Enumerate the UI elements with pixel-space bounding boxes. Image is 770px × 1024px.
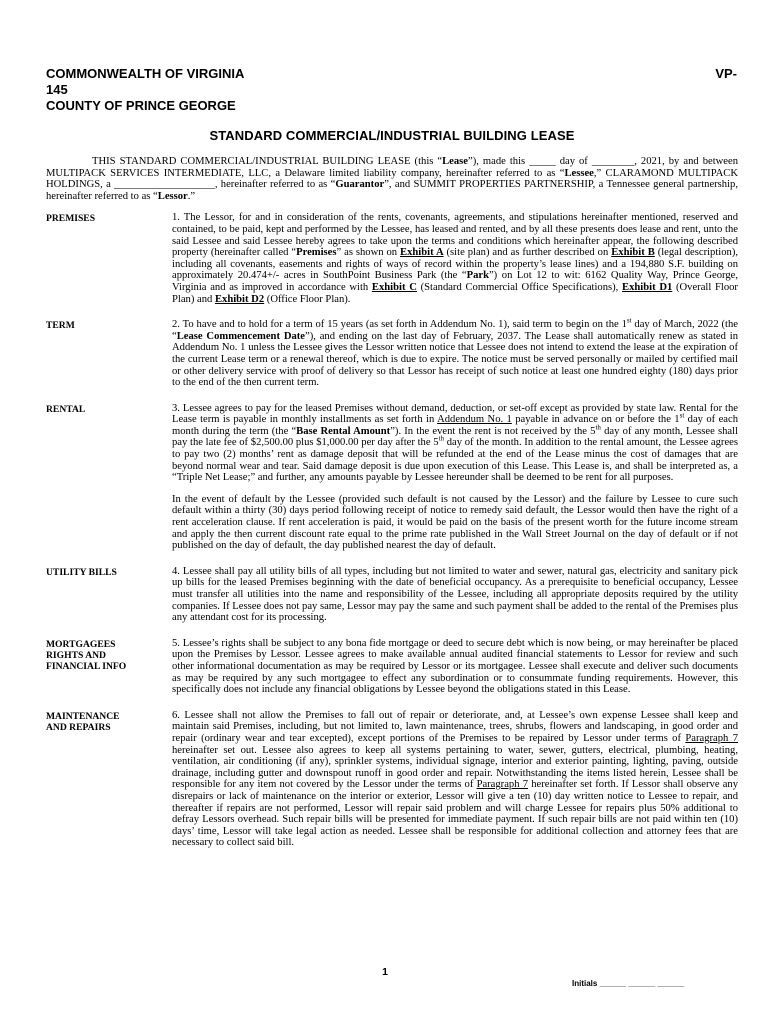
document-reference: VP- (715, 66, 737, 81)
document-header (46, 66, 738, 114)
lease-title: STANDARD COMMERCIAL/INDUSTRIAL BUILDING LEASE (209, 128, 575, 143)
section-mortgagees (46, 638, 738, 696)
initials-line: Initials ______ ______ ______ (572, 979, 685, 988)
county-heading: COUNTY OF PRINCE GEORGE (46, 98, 236, 113)
section-utility-bills (46, 566, 738, 624)
state-heading: COMMONWEALTH OF VIRGINIA (46, 66, 245, 81)
section-label: UTILITY BILLS (46, 566, 117, 578)
section-rental (46, 403, 738, 552)
exhibit-a-link: Exhibit A (400, 247, 444, 259)
section-label: MORTGAGEES RIGHTS AND FINANCIAL INFO (46, 638, 127, 673)
intro-paragraph: THIS STANDARD COMMERCIAL/INDUSTRIAL BUILDING LEASE (this “Lease”), made this _____ day of ________, 2021, by and between MULTIPACK SERVICES INTERMEDIATE, LLC, a Delaware limited liability company, hereinafter referred to as “Lessee,” CLARAMOND MULTIPACK HOLDINGS, a ___________________, hereinafter referred to as “Guarantor”, and SUMMIT PROPERTIES PARTNERSHIP, a Tennessee general partnership, hereinafter referred to as “Lessor.” (46, 156, 738, 202)
section-term (46, 316, 739, 389)
section-text: 5. Lessee’s rights shall be subject to any bona fide mortgage or deed to secure debt which is now being, or may hereinafter be placed upon the Premises by Lessor. Lessee agrees to make available annual audited financial statements to Lessor for review and such other informational documentation as may be required by Lessor or its mortgagee. Lessee shall execute and deliver such documents as may be required by any such mortgagee to effect any subordination or to consummate funding requirements. However, this specifically does not include any financial obligations by Lessee beyond the obligations stated in this Lease. (172, 637, 738, 696)
section-text: 4. Lessee shall pay all utility bills of all types, including but not limited to water and sewer, natural gas, electricity and sanitary pick up bills for the leased Premises beginning with the date of beneficial occupancy. As a prerequisite to beneficial occupancy, Lessee must transfer all utilities into the name and responsibility of the Lessee, including all appropriate deposits required by the utility companies. If Lessee does not pay same, Lessor may pay the same and such payment shall be added to the rental of the Premises plus any attendant cost for its processing. (172, 565, 739, 624)
section-text: 1. The Lessor, for and in consideration of the rents, covenants, agreements, and stipulations hereinafter mentioned, reserved and contained, to be paid, kept and performed by the Lessee, has leased and rented, and by all these presents does lease and rent, unto the said Lessee and said Lessee hereby agrees to take upon the terms and conditions which hereinafter appear, the following described property (hereinafter called “Premises” as shown on Exhibit A (site plan) and as further described on Exhibit B (legal description), including all covenants, easements and rights of ways of record within the property’s lease lines) and a 194,880 S.F. building on approximately 20.474+/- acres in SouthPoint Business Park (the “Park”) on Lot 12 to wit: 6162 Quality Way, Prince George, Virginia and as improved in accordance with Exhibit C (Standard Commercial Office Specifications), Exhibit D1 (Overall Floor Plan) and Exhibit D2 (Office Floor Plan). (172, 212, 739, 305)
section-premises (46, 212, 738, 305)
section-maintenance (46, 710, 738, 849)
document-reference-continued: 145 (46, 82, 68, 97)
section-text: 2. To have and to hold for a term of 15 years (as set forth in Addendum No. 1), said term to begin on the 1st day of March, 2022 (the “Lease Commencement Date”), and ending on the last day of February, 2037. The Lease shall automatically renew as stated in Addendum No. 1 unless the Lessee gives the Lessor written notice that Lessee does not intend to extend the lease at the expiration of the current Lease term or a renewal thereof, which is due to expire. The notice must be served personally or mailed by certified mail or other delivery service with proof of delivery so that Lessor has receipt of such notice at least one hundred eighty (180) days prior to the end of the then current term. (172, 316, 739, 389)
section-label: MAINTENANCE AND REPAIRS (46, 710, 120, 733)
rent-acceleration-paragraph: In the event of default by the Lessee (provided such default is not caused by the Lessor) and the failure by Lessee to cure such default within a thirty (30) days period following receipt of notice to remedy said default, the Lessor would then have the right of a rent acceleration clause. If rent acceleration is paid, it would be paid on the basis of the present worth for the future income stream and apply the then current discount rate equal to the prime rate published in the Wall Street Journal on the day of default or if not published on the day of default, the day published nearest the day of default. (172, 493, 738, 552)
section-text: 3. Lessee agrees to pay for the leased Premises without demand, deduction, or set-off except as provided by state law. Rental for the Lease term is payable in monthly installments as set forth in Addendum No. 1 payable in advance on or before the 1st day of each month during the term (the “Base Rental Amount”). In the event the rent is not received by the 5th day of any month, Lessee shall pay the late fee of $2,500.00 plus $1,000.00 per day after the 5th day of the month. In addition to the rental amount, the Lessee agrees to pay two (2) months’ rent as damage deposit that will be refunded at the end of the Lease minus the cost of damages that are beyond normal wear and tear. Said damage deposit is due upon execution of this Lease. This Lease is, and shall be interpreted as, a “Triple Net Lease;” and further, any amounts payable by Lessee hereunder shall be deemed to be rent for all purposes. In the event of default by the Lessee (provided such default is not caused by the Lessor) and the failure by Lessee to cure such default within a thirty (30) days period following receipt of notice to remedy said default, the Lessor would then have the right of a rent acceleration clause. If rent acceleration is paid, it would be paid on the basis of the present worth for the future income stream and apply the then current discount rate equal to the prime rate published in the Wall Street Journal on the day of default or if not published on the day of default, the day published nearest the day of default. (172, 402, 738, 552)
exhibit-b-link: Exhibit B (611, 247, 655, 259)
section-label: PREMISES (46, 213, 96, 225)
section-text: 6. Lessee shall not allow the Premises to fall out of repair or deteriorate, and, at Lessee’s own expense Lessee shall keep and maintain said Premises, including, but not limited to, lawn maintenance, trees, shrubs, flowers and landscaping, in good order and repair (ordinary wear and tear excepted), except portions of the Premises to be repaired by Lessor under terms of Paragraph 7 hereinafter set out. Lessee also agrees to keep all systems pertaining to water, sewer, gutters, electrical, plumbing, heating, ventilation, air conditioning (if any), sprinkler systems, individual signage, interior and exterior painting, lighting, paving, outside drainage, including gutter and downspout runoff in good order and repair. Notwithstanding the items listed herein, Lessee shall be responsible for any item not covered by the Lessor under the terms of Paragraph 7 hereinafter set forth. If Lessor shall observe any disrepairs or lack of maintenance on the interior or exterior, Lessor will give a ten (10) day written notice to Lessee to repair, and thereafter if repairs are not performed, Lessor will repair said problem and will charge Lessee for repairs plus 50% additional to defray Lessors overhead. Such repair bills will be presented for immediate payment. If such repair bills are not paid within ten (10) days’ time, Lessor will take legal action as needed. Lessee shall be responsible for additional collection and attorney fees that are necessary to collect said bill. (172, 709, 739, 849)
exhibit-c-link: Exhibit C (371, 281, 417, 293)
section-label: TERM (46, 320, 75, 332)
exhibit-d1-link: Exhibit D1 (622, 281, 673, 293)
exhibit-d2-link: Exhibit D2 (214, 293, 265, 305)
section-label: RENTAL (46, 403, 86, 415)
page-number: 1 (382, 966, 388, 978)
